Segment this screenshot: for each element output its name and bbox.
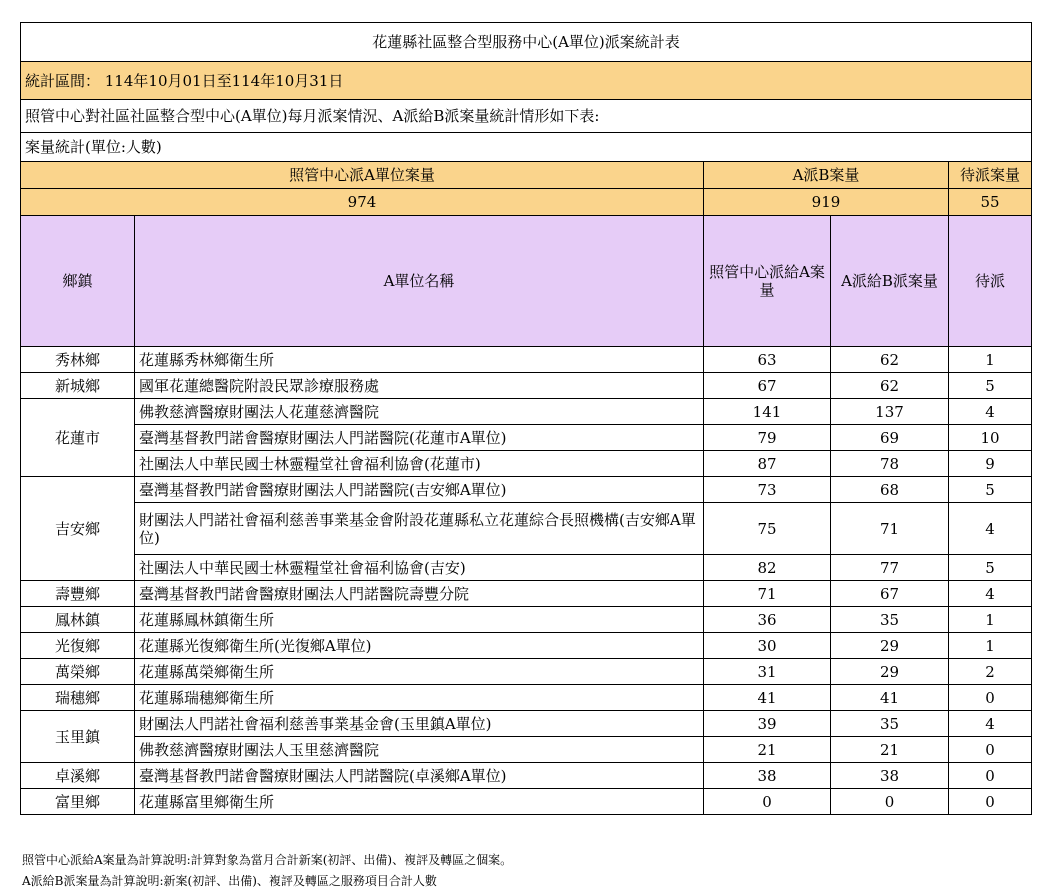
table-row [21, 503, 1032, 555]
pending-cell: 2 [949, 659, 1032, 685]
center-to-a-cell: 31 [704, 659, 831, 685]
unit-name-cell: 花蓮縣瑞穗鄉衛生所 [135, 685, 704, 711]
a-to-b-cell: 137 [831, 399, 949, 425]
a-to-b-cell: 21 [831, 737, 949, 763]
pending-cell: 9 [949, 451, 1032, 477]
column-header-center-to-a: 照管中心派給A案量 [704, 216, 831, 347]
table-row [21, 451, 1032, 477]
town-cell: 光復鄉 [21, 633, 135, 659]
table-row [21, 477, 1032, 503]
a-to-b-cell: 62 [831, 373, 949, 399]
column-header-town: 鄉鎮 [21, 216, 135, 347]
summary-ab-total: 919 [704, 189, 949, 216]
unit-name-cell: 國軍花蓮總醫院附設民眾診療服務處 [135, 373, 704, 399]
pending-cell: 10 [949, 425, 1032, 451]
table-row [21, 763, 1032, 789]
town-cell: 卓溪鄉 [21, 763, 135, 789]
a-to-b-cell: 77 [831, 555, 949, 581]
table-row [21, 607, 1032, 633]
table-title: 花蓮縣社區整合型服務中心(A單位)派案統計表 [21, 23, 1032, 62]
town-cell: 鳳林鎮 [21, 607, 135, 633]
unit-name-cell: 臺灣基督教門諾會醫療財團法人門諾醫院(吉安鄉A單位) [135, 477, 704, 503]
a-to-b-cell: 69 [831, 425, 949, 451]
town-cell: 萬榮鄉 [21, 659, 135, 685]
table-row [21, 633, 1032, 659]
pending-cell: 5 [949, 373, 1032, 399]
table-row [21, 399, 1032, 425]
table-row [21, 581, 1032, 607]
a-to-b-cell: 38 [831, 763, 949, 789]
a-to-b-cell: 67 [831, 581, 949, 607]
summary-center-label: 照管中心派A單位案量 [21, 162, 704, 189]
unit-label: 案量統計(單位:人數) [21, 133, 1032, 162]
a-to-b-cell: 62 [831, 347, 949, 373]
town-cell: 花蓮市 [21, 399, 135, 477]
pending-cell: 0 [949, 685, 1032, 711]
center-to-a-cell: 63 [704, 347, 831, 373]
table-row [21, 659, 1032, 685]
center-to-a-cell: 73 [704, 477, 831, 503]
column-header-unit-name: A單位名稱 [135, 216, 704, 347]
center-to-a-cell: 41 [704, 685, 831, 711]
summary-pending-total: 55 [949, 189, 1032, 216]
town-cell: 秀林鄉 [21, 347, 135, 373]
pending-cell: 4 [949, 581, 1032, 607]
table-row [21, 555, 1032, 581]
a-to-b-cell: 78 [831, 451, 949, 477]
column-header-pending: 待派 [949, 216, 1032, 347]
unit-name-cell: 社團法人中華民國士林靈糧堂社會福利協會(吉安) [135, 555, 704, 581]
table-row [21, 737, 1032, 763]
unit-name-cell: 財團法人門諾社會福利慈善事業基金會附設花蓮縣私立花蓮綜合長照機構(吉安鄉A單位) [135, 503, 704, 555]
unit-name-cell: 社團法人中華民國士林靈糧堂社會福利協會(花蓮市) [135, 451, 704, 477]
unit-name-cell: 花蓮縣光復鄉衛生所(光復鄉A單位) [135, 633, 704, 659]
unit-name-cell: 佛教慈濟醫療財團法人花蓮慈濟醫院 [135, 399, 704, 425]
description-text: 照管中心對社區社區整合型中心(A單位)每月派案情況、A派給B派案量統計情形如下表: [21, 100, 1032, 133]
center-to-a-cell: 87 [704, 451, 831, 477]
summary-ab-label: A派B案量 [704, 162, 949, 189]
center-to-a-cell: 141 [704, 399, 831, 425]
footnote-ab: A派給B派案量為計算說明:新案(初評、出備)、複評及轉區之服務項目合計人數 [22, 874, 437, 888]
center-to-a-cell: 67 [704, 373, 831, 399]
table-row [21, 425, 1032, 451]
center-to-a-cell: 21 [704, 737, 831, 763]
unit-name-cell: 臺灣基督教門諾會醫療財團法人門諾醫院壽豐分院 [135, 581, 704, 607]
table-row [21, 789, 1032, 815]
a-to-b-cell: 29 [831, 633, 949, 659]
unit-name-cell: 佛教慈濟醫療財團法人玉里慈濟醫院 [135, 737, 704, 763]
a-to-b-cell: 41 [831, 685, 949, 711]
pending-cell: 1 [949, 347, 1032, 373]
period-range: 統計區間： 114年10月01日至114年10月31日 [21, 62, 1032, 100]
center-to-a-cell: 38 [704, 763, 831, 789]
unit-name-cell: 花蓮縣鳳林鎮衛生所 [135, 607, 704, 633]
pending-cell: 0 [949, 763, 1032, 789]
table-row [21, 685, 1032, 711]
unit-name-cell: 財團法人門諾社會福利慈善事業基金會(玉里鎮A單位) [135, 711, 704, 737]
center-to-a-cell: 82 [704, 555, 831, 581]
unit-name-cell: 臺灣基督教門諾會醫療財團法人門諾醫院(卓溪鄉A單位) [135, 763, 704, 789]
center-to-a-cell: 30 [704, 633, 831, 659]
pending-cell: 0 [949, 737, 1032, 763]
unit-name-cell: 花蓮縣富里鄉衛生所 [135, 789, 704, 815]
center-to-a-cell: 36 [704, 607, 831, 633]
pending-cell: 4 [949, 399, 1032, 425]
pending-cell: 5 [949, 555, 1032, 581]
center-to-a-cell: 71 [704, 581, 831, 607]
pending-cell: 4 [949, 503, 1032, 555]
a-to-b-cell: 35 [831, 711, 949, 737]
table-row [21, 347, 1032, 373]
unit-name-cell: 臺灣基督教門諾會醫療財團法人門諾醫院(花蓮市A單位) [135, 425, 704, 451]
table-row [21, 373, 1032, 399]
a-to-b-cell: 0 [831, 789, 949, 815]
town-cell: 吉安鄉 [21, 477, 135, 581]
unit-name-cell: 花蓮縣秀林鄉衛生所 [135, 347, 704, 373]
center-to-a-cell: 39 [704, 711, 831, 737]
unit-name-cell: 花蓮縣萬榮鄉衛生所 [135, 659, 704, 685]
pending-cell: 4 [949, 711, 1032, 737]
a-to-b-cell: 71 [831, 503, 949, 555]
pending-cell: 1 [949, 633, 1032, 659]
a-to-b-cell: 29 [831, 659, 949, 685]
summary-center-total: 974 [21, 189, 704, 216]
town-cell: 壽豐鄉 [21, 581, 135, 607]
summary-pending-label: 待派案量 [949, 162, 1032, 189]
town-cell: 玉里鎮 [21, 711, 135, 763]
town-cell: 瑞穗鄉 [21, 685, 135, 711]
pending-cell: 1 [949, 607, 1032, 633]
a-to-b-cell: 35 [831, 607, 949, 633]
pending-cell: 5 [949, 477, 1032, 503]
pending-cell: 0 [949, 789, 1032, 815]
center-to-a-cell: 0 [704, 789, 831, 815]
dispatch-statistics-table [20, 22, 1032, 815]
column-header-a-to-b: A派給B派案量 [831, 216, 949, 347]
town-cell: 富里鄉 [21, 789, 135, 815]
a-to-b-cell: 68 [831, 477, 949, 503]
center-to-a-cell: 79 [704, 425, 831, 451]
center-to-a-cell: 75 [704, 503, 831, 555]
footnote-center: 照管中心派給A案量為計算說明:計算對象為當月合計新案(初評、出備)、複評及轉區之個案。 [22, 853, 513, 867]
table-row [21, 711, 1032, 737]
town-cell: 新城鄉 [21, 373, 135, 399]
